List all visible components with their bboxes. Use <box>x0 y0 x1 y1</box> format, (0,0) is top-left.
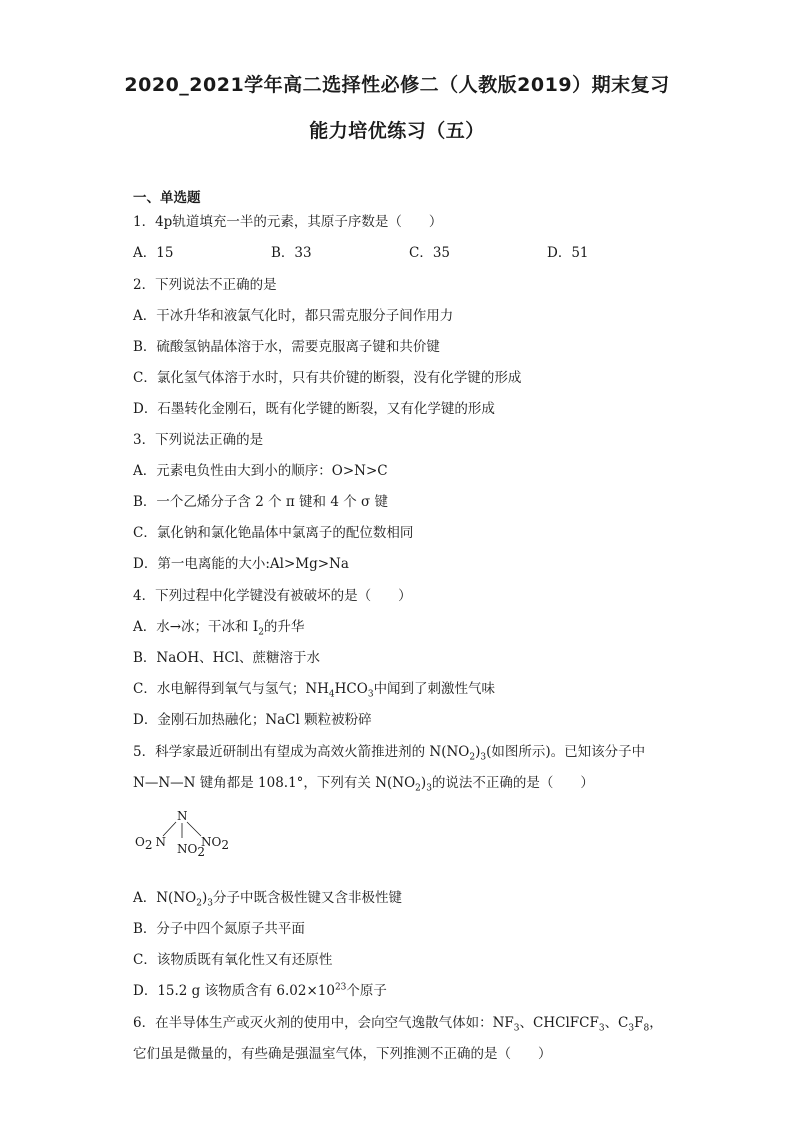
text-run: 、C <box>604 1015 629 1031</box>
document-title-line2: 能力培优练习（五） <box>309 120 485 142</box>
text-run: 中闻到了刺激性气味 <box>373 681 496 697</box>
question-5-option-a <box>133 889 402 907</box>
subscript: 3 <box>367 689 374 700</box>
text-run: 、CHClFCF <box>519 1015 599 1031</box>
question-3-option-c: C．氯化钠和氯化铯晶体中氯离子的配位数相同 <box>133 525 414 541</box>
question-3-option-d: D．第一电离能的大小:Al>Mg>Na <box>133 556 349 572</box>
text-run: 个原子 <box>346 983 387 999</box>
question-5-stem-line2 <box>133 774 594 792</box>
subscript: 2 <box>221 838 229 852</box>
molecule-structure-diagram <box>133 808 243 858</box>
question-1-option-c: C．35 <box>409 245 451 261</box>
subscript: 2 <box>144 838 153 852</box>
subscript: 4 <box>328 689 335 700</box>
text-run: 的说法不正确的是（ ） <box>431 775 594 791</box>
section-heading: 一、单选题 <box>133 190 201 206</box>
text-run: N—N—N 键角都是 108.1°，下列有关 N(NO <box>133 775 416 791</box>
text-run: O <box>135 835 145 849</box>
text-run: F <box>634 1015 644 1031</box>
subscript: 2 <box>196 898 202 909</box>
text-run: ， <box>649 1015 663 1031</box>
bond-left <box>163 822 176 836</box>
structure-left-group <box>135 835 166 852</box>
question-2-option-b: B．硫酸氢钠晶体溶于水，需要克服离子键和共价键 <box>133 339 440 355</box>
text-run: ) <box>201 890 208 906</box>
text-run: D．15.2 g 该物质含有 6.02×10 <box>133 983 335 999</box>
question-4-option-d: D．金刚石加热融化；NaCl 颗粒被粉碎 <box>133 712 372 728</box>
text-run: ) <box>475 744 481 760</box>
question-5-option-b: B．分子中四个氮原子共平面 <box>133 921 305 937</box>
question-1-option-d: D．51 <box>547 245 589 261</box>
subscript: 8 <box>643 1023 650 1034</box>
question-2-stem: 2．下列说法不正确的是 <box>133 277 277 293</box>
question-6-stem-line1 <box>133 1014 663 1032</box>
bond-right <box>187 822 201 836</box>
text-run: 的升华 <box>263 619 305 635</box>
question-5-stem-line1 <box>133 743 645 761</box>
subscript: 3 <box>513 1023 520 1034</box>
text-run: 分子中既含极性键又含非极性键 <box>212 890 402 906</box>
superscript: 23 <box>334 982 347 993</box>
subscript: 2 <box>197 845 205 858</box>
text-run: NO <box>201 835 222 849</box>
question-1-option-a: A．15 <box>133 245 174 261</box>
subscript: 3 <box>426 783 432 794</box>
question-3-stem: 3．下列说法正确的是 <box>133 432 264 448</box>
document-title-line1: 2020_2021学年高二选择性必修二（人教版2019）期末复习 <box>124 74 670 96</box>
text-run: 5．科学家最近研制出有望成为高效火箭推进剂的 N(NO <box>133 744 470 760</box>
text-run: N <box>155 835 166 849</box>
text-run: ) <box>420 775 427 791</box>
text-run: A．N(NO <box>133 890 197 906</box>
subscript: 2 <box>258 627 264 638</box>
structure-center-atom: N <box>177 809 188 823</box>
question-3-option-a: A．元素电负性由大到小的顺序：O>N>C <box>133 463 388 479</box>
question-4-option-a <box>133 618 304 636</box>
text-run: 6．在半导体生产或灭火剂的使用中，会向空气逸散气体如：NF <box>133 1015 514 1031</box>
text-run: HCO <box>334 681 368 697</box>
question-5-option-c: C．该物质既有氧化性又有还原性 <box>133 952 333 968</box>
structure-right-group <box>201 835 229 852</box>
question-3-option-b: B．一个乙烯分子含 2 个 π 键和 4 个 σ 键 <box>133 494 389 510</box>
question-1-option-b: B．33 <box>271 245 312 261</box>
question-2-option-d: D．石墨转化金刚石，既有化学键的断裂，又有化学键的形成 <box>133 401 495 417</box>
question-4-stem: 4．下列过程中化学键没有被破坏的是（ ） <box>133 588 412 604</box>
subscript: 3 <box>598 1023 605 1034</box>
question-6-stem-line2: 它们虽是微量的，有些确是强温室气体，下列推测不正确的是（ ） <box>133 1046 552 1062</box>
question-5-option-d <box>133 982 387 1000</box>
text-run: C．水电解得到氧气与氢气；NH <box>133 681 329 697</box>
text-run: NO <box>177 842 198 856</box>
subscript: 3 <box>480 752 487 763</box>
question-1-stem: 1．4p轨道填充一半的元素，其原子序数是（ ） <box>133 214 443 230</box>
subscript: 2 <box>469 752 476 763</box>
subscript: 3 <box>207 898 213 909</box>
question-2-option-a: A．干冰升华和液氯气化时，都只需克服分子间作用力 <box>133 308 454 324</box>
text-run: A．水→冰；干冰和 I <box>133 619 259 635</box>
subscript: 3 <box>628 1023 635 1034</box>
subscript: 2 <box>415 783 421 794</box>
text-run: (如图所示)。已知该分子中 <box>486 744 646 760</box>
question-4-option-c <box>133 680 495 698</box>
question-4-option-b: B．NaOH、HCl、蔗糖溶于水 <box>133 650 321 666</box>
question-2-option-c: C．氯化氢气体溶于水时，只有共价键的断裂，没有化学键的形成 <box>133 370 522 386</box>
